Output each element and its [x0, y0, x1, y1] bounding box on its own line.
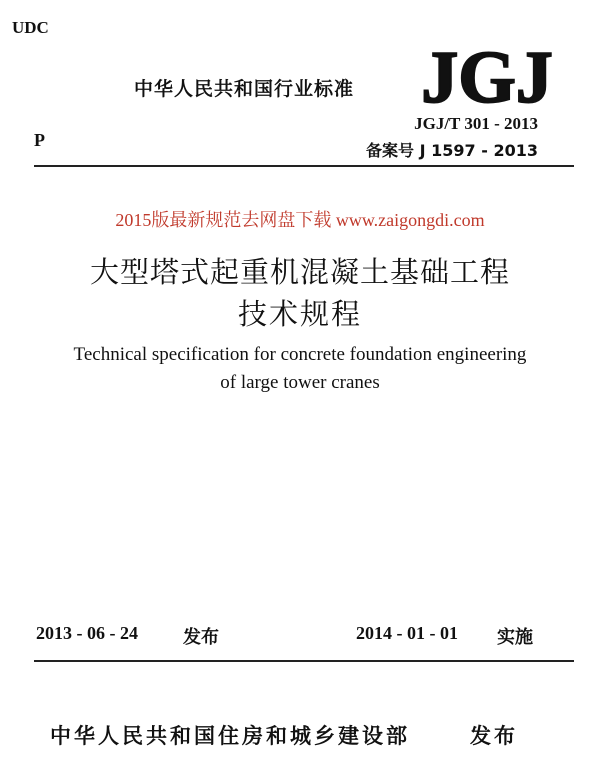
watermark-text: 2015版最新规范去网盘下载 www.zaigongdi.com — [115, 210, 485, 230]
header-divider — [34, 165, 574, 167]
publisher: 中华人民共和国住房和城乡建设部 — [50, 724, 410, 748]
classification-letter: P — [34, 130, 45, 150]
issue-date: 2013 - 06 - 24 — [36, 623, 138, 643]
publish-verb: 发布 — [470, 724, 518, 748]
page-title-line2: 技术规程 — [237, 297, 362, 331]
footer-divider — [34, 660, 574, 662]
implementation-date: 2014 - 01 - 01 — [356, 623, 458, 643]
standard-code: JGJ/T 301 - 2013 — [414, 114, 538, 133]
udc-label: UDC — [12, 18, 49, 37]
english-title: Technical specification for concrete foundation engineering — [73, 344, 527, 365]
issue-label: 发布 — [183, 627, 219, 648]
standard-category: 中华人民共和国行业标准 — [134, 78, 355, 100]
jgj-logo — [421, 37, 553, 119]
page-title: 大型塔式起重机混凝土基础工程 — [89, 255, 510, 289]
jgj-logo-text: JGJ — [421, 37, 553, 119]
filing-number: 备案号 J 1597 - 2013 — [366, 141, 538, 160]
english-title-line2: of large tower cranes — [220, 372, 380, 393]
implementation-label: 实施 — [497, 627, 533, 648]
